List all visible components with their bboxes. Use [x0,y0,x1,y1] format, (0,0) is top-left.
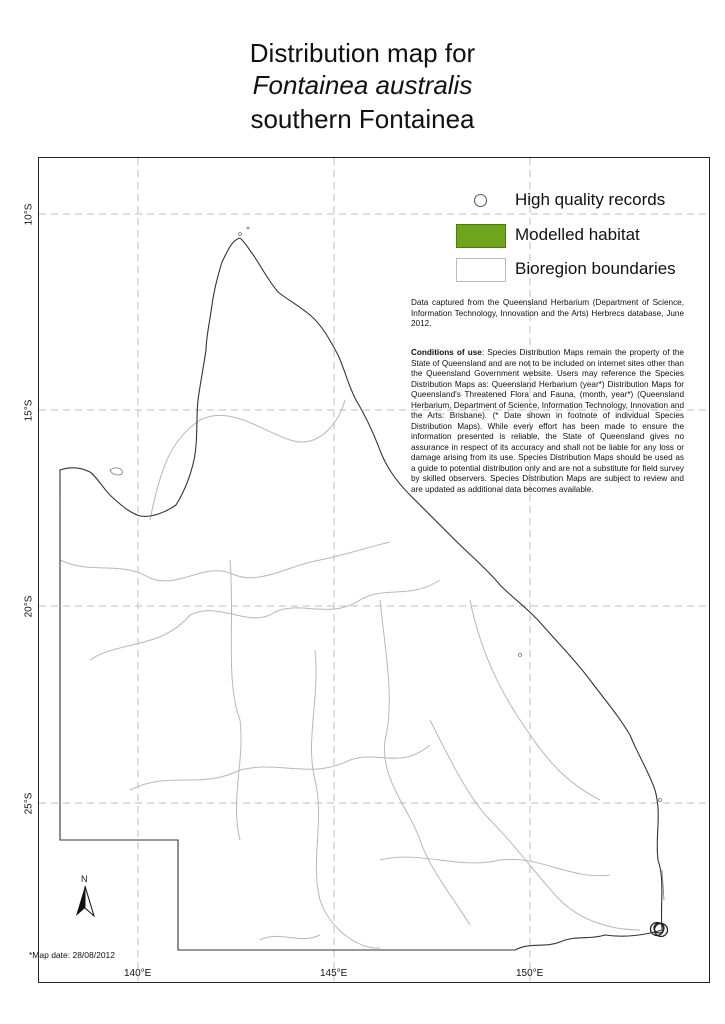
lat-label-20s: 20°S [23,595,35,618]
lat-label-25s: 25°S [23,792,35,815]
bioregion-line [150,400,345,520]
graticule-lines [39,158,709,982]
island-shape [110,468,122,475]
outline-swatch [456,258,506,282]
lon-label-150e: 150°E [516,968,544,979]
island-shape [239,233,242,236]
lat-label-15s: 15°S [23,399,35,422]
bioregion-line [380,857,610,876]
bioregion-line [380,600,470,925]
circle-marker-icon [474,194,487,207]
map-title: Distribution map for [249,38,476,68]
data-source-note [411,298,684,330]
queensland-coastline [60,238,662,950]
conditions-paragraph [411,348,684,495]
bioregion-line [430,720,640,930]
north-arrow-icon [74,874,96,920]
island-shape [519,654,522,657]
bioregion-line [230,560,241,840]
island-shape [659,799,662,802]
species-common-name: southern Fontainea [250,104,475,134]
bioregion-line [260,935,320,940]
bioregion-line [470,600,600,800]
legend-label-habitat: Modelled habitat [515,225,640,244]
island-shape [247,227,249,229]
conditions-of-use [411,348,684,495]
north-label: N [81,874,88,884]
bioregion-line [311,650,380,948]
north-arrow [74,874,96,920]
legend-label-bioregions: Bioregion boundaries [515,259,676,278]
green-fill-swatch [456,224,506,248]
lon-label-145e: 145°E [320,968,348,979]
conditions-text: : Species Distribution Maps remain the property of the State of Queensland and are not to be included on internet sites other than the Queensland Government website. Users may reference the Species Distribution Maps as: Queensland Herbarium (year*) Distribution Maps for Queensland's Threatened Flora and Fauna, (month, year*) (Queensland Herbarium, Department of Science, Information Technology, Innovation and the Arts: Brisbane). (* Date shown in footnote of individual Species Distribution Maps). While every effort has been made to ensure the information presented is reliable, the State of Queensland gives no assurance in respect of its accuracy and shall not be liable for any loss or damage arising from its use. Species Distribution Maps should be used as a guide to potential distribution only and are not a substitute for field survey by skilled observers. Species Distribution Maps are subject to review and are updated as additional data becomes available. [411,348,684,494]
conditions-heading: Conditions of use [411,348,482,357]
bioregion-line [90,580,440,660]
lon-label-140e: 140°E [124,968,152,979]
legend-label-records: High quality records [515,190,666,209]
species-scientific-name: Fontainea australis [252,70,473,100]
source-note-text: Data captured from the Queensland Herbarium (Department of Science, Information Technology, Innovation and the Arts) Herbrecs database, June 2012. [411,298,684,328]
lat-label-10s: 10°S [23,203,35,226]
map-date: *Map date: 28/08/2012 [29,950,116,960]
bioregion-line [60,542,390,581]
record-markers [651,923,668,937]
